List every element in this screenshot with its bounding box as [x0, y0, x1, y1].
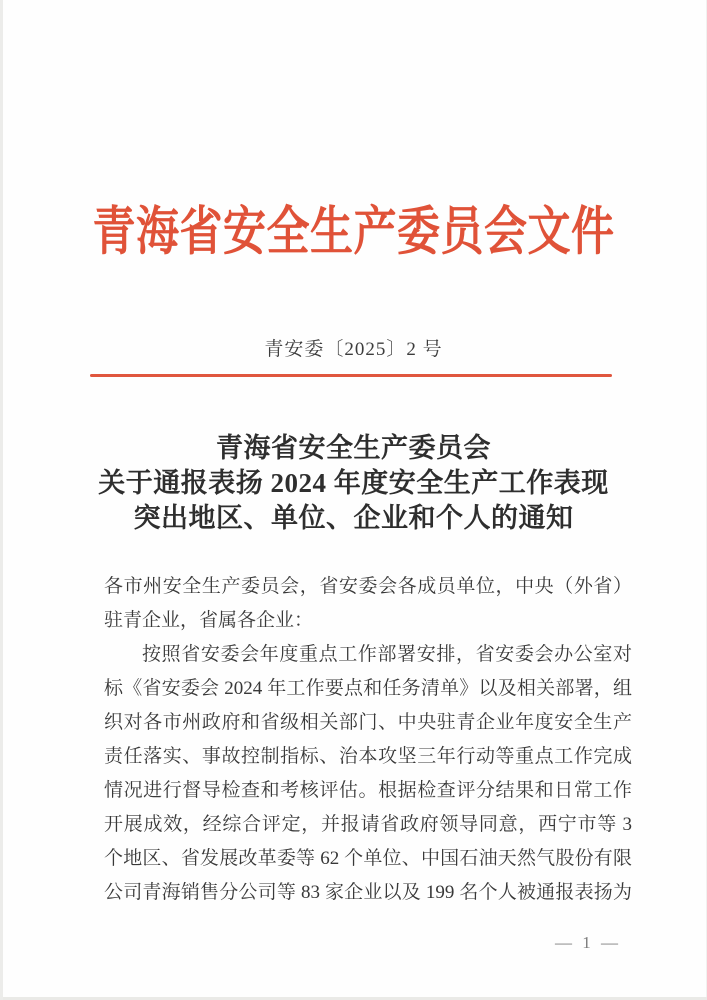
document-number: 青安委〔2025〕2 号: [264, 339, 443, 360]
body-line: 责任落实、事故控制指标、治本攻坚三年行动等重点工作完成: [104, 746, 632, 767]
body-line: 开展成效，经综合评定，并报请省政府领导同意，西宁市等 3: [104, 814, 632, 835]
body-line: 情况进行督导检查和考核评估。根据检查评分结果和日常工作: [104, 780, 632, 801]
notice-title-line-3: 突出地区、单位、企业和个人的通知: [133, 503, 574, 533]
body-line: 各市州安全生产委员会，省安委会各成员单位，中央（外省）: [104, 576, 632, 597]
body-line: 按照省安委会年度重点工作部署安排，省安委会办公室对: [142, 644, 632, 665]
document-header-title: 青海省安全生产委员会文件: [92, 203, 615, 262]
page-number: — 1 —: [555, 933, 621, 952]
body-line: 标《省安委会 2024 年工作要点和任务清单》以及相关部署，组: [104, 678, 632, 699]
body-line: 织对各市州政府和省级相关部门、中央驻青企业年度安全生产: [104, 712, 632, 733]
notice-title-line-2: 关于通报表扬 2024 年度安全生产工作表现: [98, 468, 609, 498]
red-divider-line: [90, 374, 612, 377]
notice-title-line-1: 青海省安全生产委员会: [216, 433, 491, 463]
body-text: [104, 570, 632, 910]
body-line: 驻青企业，省属各企业：: [104, 610, 314, 631]
body-line: 公司青海销售分公司等 83 家企业以及 199 名个人被通报表扬为: [104, 882, 632, 903]
body-line: 个地区、省发展改革委等 62 个单位、中国石油天然气股份有限: [104, 848, 632, 869]
notice-title: [0, 431, 707, 536]
